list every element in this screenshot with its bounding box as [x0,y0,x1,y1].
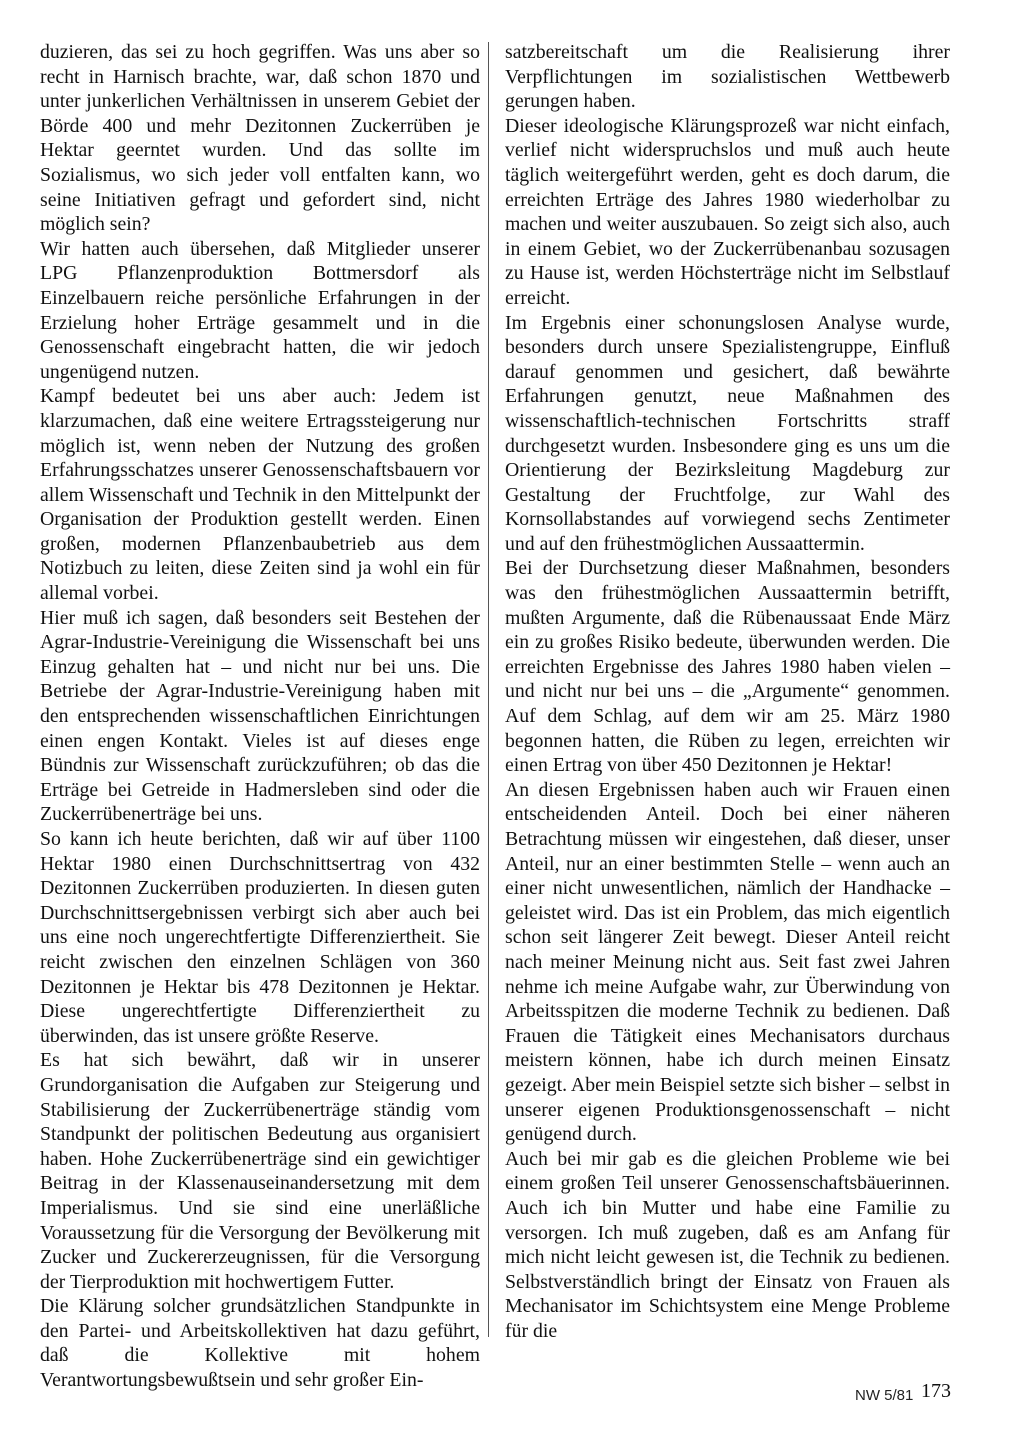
paragraph: Dieser ideologische Klärungsprozeß war nicht einfach, verlief nicht widerspruchslos und muß auch heute täglich weitergeführt werden, geht es doch darum, die erreichten Erträge des Jahres 1980 wiederholbar zu machen und weiter auszubauen. So zeigt sich also, auch in einem Gebiet, wo der Zuckerrübenanbau sozusagen zu Hause ist, werden Höchsterträge nicht im Selbstlauf erreicht. [505,114,950,309]
paragraph: Wir hatten auch übersehen, daß Mitglieder unserer LPG Pflanzenproduktion Bottmersdorf als Einzelbauern reiche persönliche Erfahrungen in der Erzielung hoher Erträge gesammelt und in die Genossenschaft eingebracht hatten, die wir jedoch ungenügend nutzen. [40,237,480,383]
paragraph: Bei der Durchsetzung dieser Maßnahmen, besonders was den frühestmöglichen Aussaattermin betrifft, mußten Argumente, daß die Rübenaussaat Ende März ein zu großes Risiko bedeute, überwunden werden. Die erreichten Ergebnisse des Jahres 1980 haben vielen – und nicht nur bei uns – die „Argumente“ genommen. Auf dem Schlag, auf dem wir am 25. März 1980 begonnen hatten, die Rüben zu legen, erreichten wir einen Ertrag von über 450 Dezitonnen je Hektar! [505,557,950,777]
paragraph: Im Ergebnis einer schonungslosen Analyse wurde, besonders durch unsere Spezialistengruppe, Einfluß darauf genommen und gesichert, daß bewährte Erfahrungen genutzt, neue Maßnahmen des wissenschaftlich-technischen Fortschritts straff durchgesetzt wurden. Insbesondere ging es uns um die Orientierung der Bezirksleitung Magdeburg zur Gestaltung der Fruchtfolge, zur Wahl des Kornsollabstandes auf vorwiegend sechs Zentimeter und auf den frühestmöglichen Aussaattermin. [505,311,950,555]
paragraph: duzieren, das sei zu hoch gegriffen. Was uns aber so recht in Harnisch brachte, war, daß schon 1870 und unter junkerlichen Verhältnissen in unserem Gebiet der Börde 400 und mehr Dezitonnen Zuckerrüben je Hektar geerntet wurden. Und das sollte im Sozialismus, wo sich jeder voll entfalten kann, wo seine Initiativen gefragt und gefordert sind, nicht möglich sein? [40,41,480,236]
paragraph: satzbereitschaft um die Realisierung ihrer Verpflichtungen im sozialistischen Wettbewerb gerungen haben. [505,41,950,113]
paragraph: So kann ich heute berichten, daß wir auf über 1100 Hektar 1980 einen Durchschnittsertrag von 432 Dezitonnen Zuckerrüben produzierten. In diesen guten Durchschnittsergebnissen verbirgt sich aber auch bei uns eine noch ungerechtfertigte Differenziertheit. Sie reicht zwischen den einzelnen Schlägen von 360 Dezitonnen je Hektar bis 478 Dezitonnen je Hektar. Diese ungerechtfertigte Differenziertheit zu überwinden, das ist unsere größte Reserve. [40,828,480,1047]
paragraph: Hier muß ich sagen, daß besonders seit Bestehen der Agrar-Industrie-Vereinigung die Wissenschaft bei uns Einzug gehalten hat – und nicht nur bei uns. Die Betriebe der Agrar-Industrie-Vereinigung haben mit den entsprechenden wissenschaftlichen Einrichtungen einen engen Kontakt. Vieles ist auf dieses enge Bündnis zur Wissenschaft zurückzuführen; ob das die Erträge bei Getreide in Hadmersleben sind oder die Zuckerrübenerträge bei uns. [40,606,480,826]
paragraph: Kampf bedeutet bei uns aber auch: Jedem ist klarzumachen, daß eine weitere Ertragssteigerung nur möglich ist, wenn neben der Nutzung des großen Erfahrungsschatzes unserer Genossenschaftsbauern vor allem Wissenschaft und Technik in den Mittelpunkt der Organisation der Produktion gestellt werden. Einen großen, modernen Pflanzenbaubetrieb aus dem Notizbuch zu leiten, diese Zeiten sind ja wohl ein für allemal vorbei. [40,385,480,605]
paragraph: An diesen Ergebnissen haben auch wir Frauen einen entscheidenden Anteil. Doch bei einer näheren Betrachtung müssen wir eingestehen, daß dieser, unser Anteil, nur an einer bestimmten Stelle – wenn auch an einer nicht unwesentlichen, nämlich der Handhacke – geleistet wird. Das ist ein Problem, das mich eigentlich schon seit längerer Zeit bewegt. Dieser Anteil reicht nach meiner Meinung nicht aus. Seit fast zwei Jahren nehme ich meine Aufgabe wahr, zur Überwindung von Arbeitsspitzen die moderne Technik zu bedienen. Daß Frauen die Tätigkeit eines Mechanisators durchaus meistern können, habe ich durch meinen Einsatz gezeigt. Aber mein Beispiel setzte sich bisher – selbst in unserer eigenen Produktionsgenossenschaft – nicht genügend durch. [505,778,950,1146]
paragraph: Die Klärung solcher grundsätzlichen Standpunkte in den Partei- und Arbeitskollektiven hat dazu geführt, daß die Kollektive mit hohem Verantwortungsbewußtsein und sehr großer Ein- [40,1295,480,1392]
column-divider [488,42,489,1337]
right-column [505,40,950,1343]
paragraph: Es hat sich bewährt, daß wir in unserer Grundorganisation die Aufgaben zur Steigerung und Stabilisierung der Zuckerrübenerträge ständig vom Standpunkt der politischen Bedeutung aus organisiert haben. Hohe Zuckerrübenerträge sind ein gewichtiger Beitrag in der Klassenauseinandersetzung mit dem Imperialismus. Und sie sind eine unerläßliche Voraussetzung für die Versorgung der Bevölkerung mit Zucker und Zuckererzeugnissen, für die Versorgung der Tierproduktion mit hochwertigem Futter. [40,1049,480,1293]
page-number: 173 [921,1380,951,1402]
issue-label: NW 5/81 [855,1387,914,1404]
paragraph: Auch bei mir gab es die gleichen Probleme wie bei einem großen Teil unserer Genossenschaftsbäuerinnen. Auch ich bin Mutter und habe eine Familie zu versorgen. Ich muß zugeben, daß es am Anfang für mich nicht leicht gewesen ist, die Technik zu bedienen. Selbstverständlich bringt der Einsatz von Frauen als Mechanisator im Schichtsystem eine Menge Probleme für die [505,1147,950,1342]
left-column [40,40,480,1393]
